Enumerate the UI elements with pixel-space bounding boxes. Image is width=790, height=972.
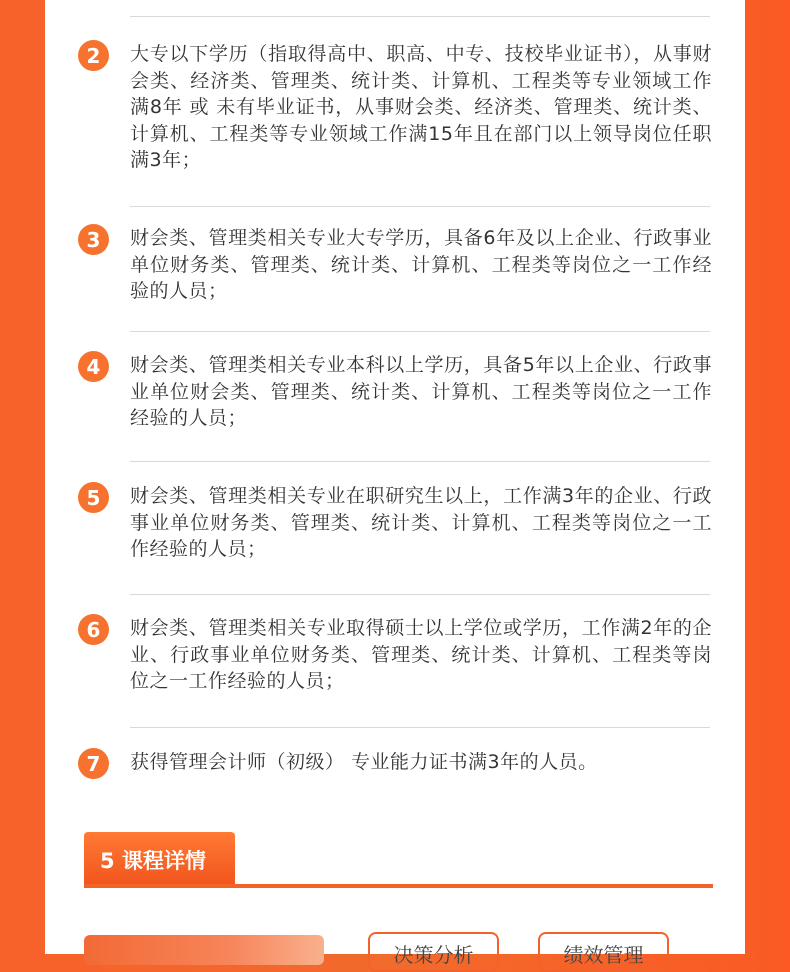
number-badge: 6 — [78, 614, 109, 645]
divider — [130, 727, 710, 728]
item-text: 财会类、管理类相关专业取得硕士以上学位或学历，工作满2年的企业、行政事业单位财务类、管理类、统计类、计算机、工程类等岗位之一工作经验的人员； — [130, 617, 712, 692]
number-badge: 7 — [78, 748, 109, 779]
number-badge: 5 — [78, 482, 109, 513]
tag-performance-management[interactable]: 绩效管理 — [538, 932, 669, 972]
course-thumbnail[interactable] — [84, 935, 324, 965]
section-title: 5 课程详情 — [84, 832, 235, 888]
divider — [130, 16, 710, 17]
item-text: 财会类、管理类相关专业在职研究生以上，工作满3年的企业、行政事业单位财务类、管理类、统计类、计算机、工程类等岗位之一工作经验的人员； — [130, 485, 712, 560]
divider — [130, 331, 710, 332]
section-header — [84, 832, 713, 888]
number-badge: 4 — [78, 351, 109, 382]
section-underline — [84, 884, 713, 888]
number-badge: 2 — [78, 40, 109, 71]
divider — [130, 461, 710, 462]
divider — [130, 594, 710, 595]
item-text: 大专以下学历（指取得高中、职高、中专、技校毕业证书），从事财会类、经济类、管理类、统计类、计算机、工程类等专业领域工作满8年 或 未有毕业证书，从事财会类、经济类、管理类、统计类、计算机、工程类等专业领域工作满15年且在部门以上领导岗位任职满3年； — [130, 43, 712, 171]
number-badge: 3 — [78, 224, 109, 255]
tag-decision-analysis[interactable]: 决策分析 — [368, 932, 499, 972]
divider — [130, 206, 710, 207]
item-text: 财会类、管理类相关专业大专学历，具备6年及以上企业、行政事业单位财务类、管理类、统计类、计算机、工程类等岗位之一工作经验的人员； — [130, 227, 712, 302]
item-text: 财会类、管理类相关专业本科以上学历，具备5年以上企业、行政事业单位财会类、管理类、统计类、计算机、工程类等岗位之一工作经验的人员； — [130, 354, 712, 429]
item-text: 获得管理会计师（初级） 专业能力证书满3年的人员。 — [130, 751, 598, 773]
